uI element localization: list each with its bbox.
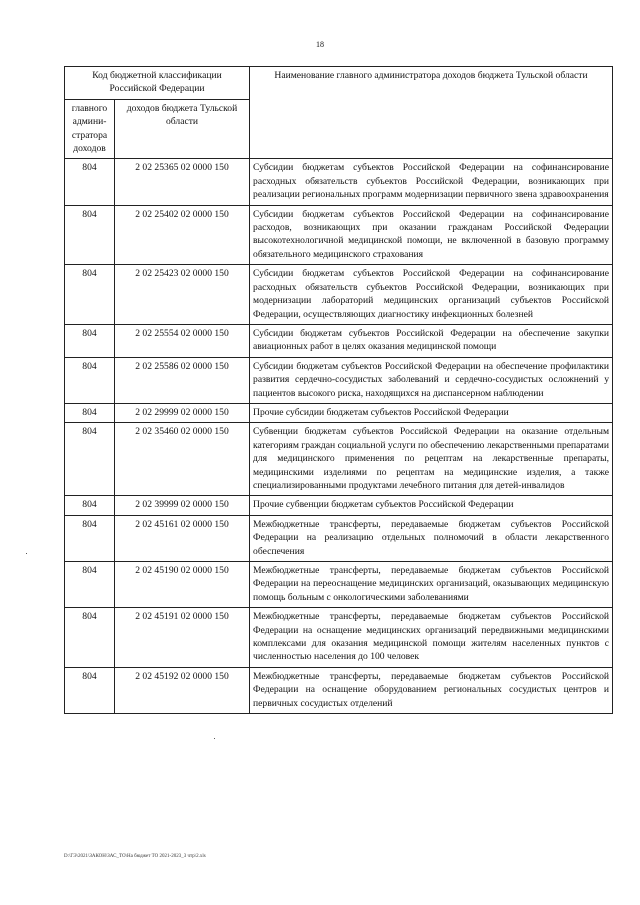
budget-code-cell: 2 02 29999 02 0000 150 — [115, 403, 250, 422]
table-row — [65, 205, 613, 265]
table-row — [65, 357, 613, 403]
revenue-name-cell: Межбюджетные трансферты, передаваемые бюджетам субъектов Российской Федерации на переоснащение медицинских организаций, оказывающих медицинскую помощь больным с онкологическими заболеваниями — [250, 562, 613, 608]
header-code-group: Код бюджетной классификации Российской Федерации — [65, 67, 250, 100]
revenue-name-cell: Субсидии бюджетам субъектов Российской Федерации на софинансирование расходных обязательств субъектов Российской Федерации, возникающих при реализации региональных программ модернизации первичного звена здравоохранения — [250, 159, 613, 205]
budget-code-cell: 2 02 39999 02 0000 150 — [115, 496, 250, 515]
budget-code-cell: 2 02 35460 02 0000 150 — [115, 423, 250, 496]
budget-code-cell: 2 02 45191 02 0000 150 — [115, 608, 250, 668]
admin-code-cell: 804 — [65, 357, 115, 403]
revenue-name-cell: Субсидии бюджетам субъектов Российской Федерации на софинансирование расходов, возникающих при оказании гражданам Российской Федерации высокотехнологичной медицинской помощи, не включенной в базовую программу обязательного медицинского страхования — [250, 205, 613, 265]
table-body — [65, 159, 613, 714]
budget-code-cell: 2 02 45192 02 0000 150 — [115, 667, 250, 713]
budget-code-cell: 2 02 25423 02 0000 150 — [115, 265, 250, 325]
admin-code-cell: 804 — [65, 265, 115, 325]
revenue-name-cell: Субвенции бюджетам субъектов Российской Федерации на оказание отдельным категориям граждан социальной услуги по обеспечению лекарственными препаратами для медицинского применения по рецептам на лекарственные препараты, медицинскими изделиями по рецептам на медицинские изделия, а также специализированными продуктами лечебного питания для детей-инвалидов — [250, 423, 613, 496]
budget-code-cell: 2 02 25554 02 0000 150 — [115, 324, 250, 357]
table-row — [65, 265, 613, 325]
revenue-name-cell: Прочие субвенции бюджетам субъектов Российской Федерации — [250, 496, 613, 515]
admin-code-cell: 804 — [65, 205, 115, 265]
header-admin: главного админи-стратора доходов — [65, 99, 115, 159]
admin-code-cell: 804 — [65, 608, 115, 668]
admin-code-cell: 804 — [65, 496, 115, 515]
budget-code-cell: 2 02 45190 02 0000 150 — [115, 562, 250, 608]
table-row — [65, 324, 613, 357]
scan-speck — [214, 738, 215, 739]
admin-code-cell: 804 — [65, 159, 115, 205]
revenue-name-cell: Субсидии бюджетам субъектов Российской Федерации на обеспечение профилактики развития сердечно-сосудистых заболеваний и сердечно-сосудистых осложнений у пациентов высокого риска, находящихся на диспансерном наблюдении — [250, 357, 613, 403]
table-row — [65, 667, 613, 713]
table-row — [65, 496, 613, 515]
table-row — [65, 403, 613, 422]
budget-code-cell: 2 02 45161 02 0000 150 — [115, 515, 250, 561]
revenue-name-cell: Межбюджетные трансферты, передаваемые бюджетам субъектов Российской Федерации на реализацию отдельных полномочий в области лекарственного обеспечения — [250, 515, 613, 561]
revenue-name-cell: Прочие субсидии бюджетам субъектов Российской Федерации — [250, 403, 613, 422]
table-row — [65, 562, 613, 608]
admin-code-cell: 804 — [65, 423, 115, 496]
revenue-table — [64, 66, 613, 714]
admin-code-cell: 804 — [65, 324, 115, 357]
admin-code-cell: 804 — [65, 515, 115, 561]
scan-speck — [26, 553, 27, 554]
revenue-name-cell: Субсидии бюджетам субъектов Российской Федерации на обеспечение закупки авиационных работ в целях оказания медицинской помощи — [250, 324, 613, 357]
table-header-row — [65, 67, 613, 100]
admin-code-cell: 804 — [65, 667, 115, 713]
admin-code-cell: 804 — [65, 403, 115, 422]
revenue-name-cell: Межбюджетные трансферты, передаваемые бюджетам субъектов Российской Федерации на оснащение оборудованием региональных сосудистых центров и первичных сосудистых отделений — [250, 667, 613, 713]
table-row — [65, 608, 613, 668]
revenue-name-cell: Межбюджетные трансферты, передаваемые бюджетам субъектов Российской Федерации на оснащение медицинских организаций передвижными медицинскими комплексами для оказания медицинской помощи жителям населенных пунктов с численностью населения до 100 человек — [250, 608, 613, 668]
table-row — [65, 423, 613, 496]
file-path-footer: D:\ГЭ\2021\ЗАКОН\ЗАС_ТО\На бюджет ТО 2021-2023_3 чтр\2.xls — [64, 854, 206, 859]
budget-code-cell: 2 02 25586 02 0000 150 — [115, 357, 250, 403]
page-number: 18 — [316, 40, 324, 49]
admin-code-cell: 804 — [65, 562, 115, 608]
budget-code-cell: 2 02 25402 02 0000 150 — [115, 205, 250, 265]
budget-code-cell: 2 02 25365 02 0000 150 — [115, 159, 250, 205]
table-row — [65, 515, 613, 561]
revenue-name-cell: Субсидии бюджетам субъектов Российской Федерации на софинансирование расходных обязательств субъектов Российской Федерации, возникающих при модернизации лабораторий медицинских организаций субъектов Российской Федерации, осуществляющих диагностику инфекционных болезней — [250, 265, 613, 325]
header-revenue: доходов бюджета Тульской области — [115, 99, 250, 159]
table-row — [65, 159, 613, 205]
header-name-group: Наименование главного администратора доходов бюджета Тульской области — [250, 67, 613, 159]
